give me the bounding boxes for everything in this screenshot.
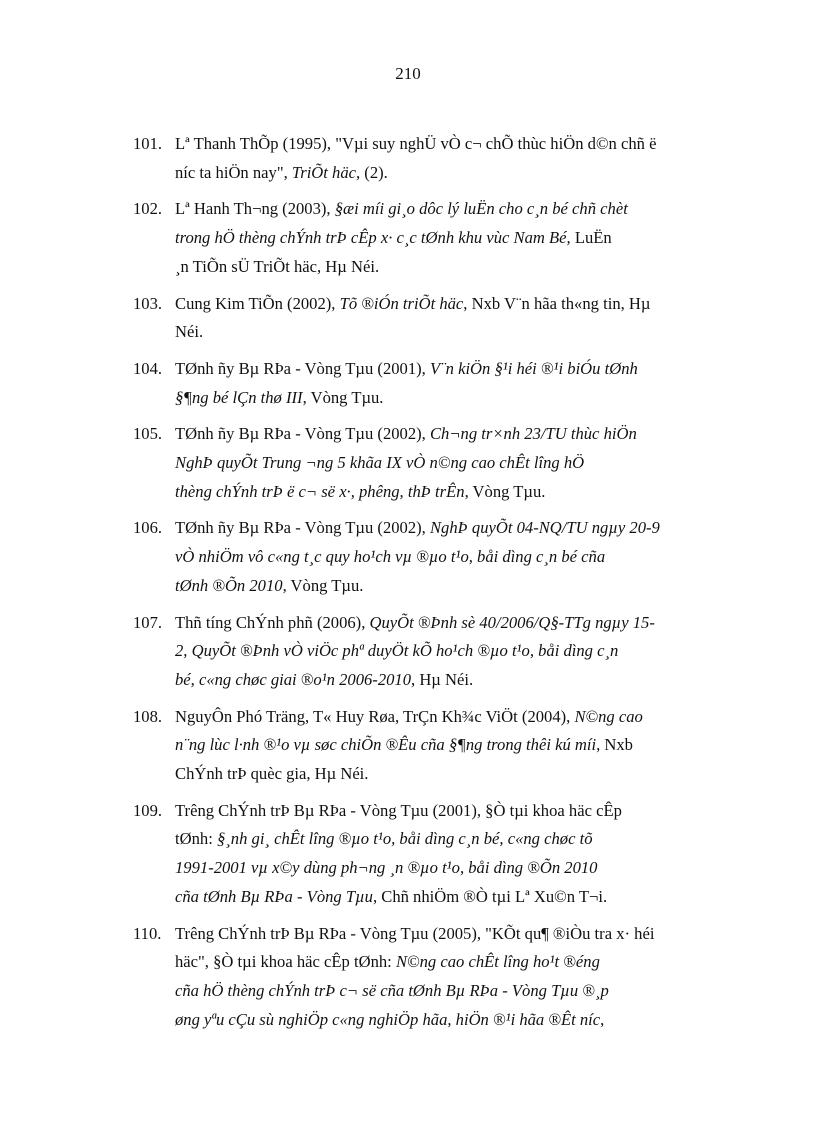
reference-number: 107.	[133, 612, 163, 632]
page-number: 210	[395, 64, 421, 83]
italic-title-segment: QuyÕt ®Þnh sè 40/2006/Q§-TTg ngµy 15-	[369, 612, 655, 632]
text-segment: (2).	[360, 162, 388, 182]
reference-text	[175, 514, 743, 600]
italic-title-segment: §¶ng bé lÇn thø III	[175, 387, 303, 407]
italic-title-segment: TriÕt häc,	[291, 162, 361, 182]
reference-line	[175, 572, 743, 601]
text-segment: tØnh:	[175, 829, 217, 849]
reference-text	[175, 355, 743, 412]
text-segment: Cung Kim TiÕn (2002),	[175, 293, 340, 313]
reference-item	[133, 290, 743, 347]
text-segment: Lª Hanh Th¬ng (2003),	[175, 199, 335, 219]
reference-item	[133, 420, 743, 506]
reference-line	[175, 224, 743, 253]
text-segment: häc", §Ò tµi khoa häc cÊp tØnh:	[175, 952, 396, 972]
reference-text	[175, 290, 743, 347]
italic-title-segment: 2, QuyÕt ®Þnh vÒ viÖc phª duyÖt kÕ ho¹ch ®µo t¹o, båi dìng c¸n	[175, 641, 619, 661]
reference-number: 109.	[133, 800, 163, 820]
italic-title-segment: 1991-2001 vµ x©y dùng ph¬ng ¸n ®µo t¹o, båi dìng ®Õn 2010	[175, 858, 598, 878]
text-segment: NguyÔn Phó Träng, T« Huy Røa, TrÇn Kh¾c ViÖt (2004),	[175, 706, 575, 726]
reference-item	[133, 355, 743, 412]
reference-number: 103.	[133, 293, 163, 313]
reference-list	[133, 130, 743, 1042]
reference-number: 106.	[133, 518, 163, 538]
reference-line	[175, 514, 743, 543]
text-segment: Trêng ChÝnh trÞ Bµ RÞa - Vòng Tµu (2005), "KÕt qu¶ ®iÒu tra x· héi	[175, 923, 655, 943]
reference-line	[175, 290, 743, 319]
italic-title-segment: N©ng cao	[574, 706, 643, 726]
italic-title-segment: cña tØnh Bµ RÞa - Vòng Tµu	[175, 886, 373, 906]
italic-title-segment: n¨ng lùc l·nh ®¹o vµ søc chiÕn ®Êu cña §¶ng trong thêi kú míi	[175, 735, 597, 755]
reference-text	[175, 703, 743, 789]
italic-title-segment: NghÞ quyÕt Trung ¬ng 5 khãa IX vÒ n©ng cao chÊt lîng hÖ	[175, 453, 585, 473]
italic-title-segment: øng yªu cÇu sù nghiÖp c«ng nghiÖp hãa, hiÖn ®¹i hãa ®Êt níc	[175, 1009, 601, 1029]
reference-number: 110.	[133, 923, 162, 943]
reference-item	[133, 797, 743, 912]
reference-number: 108.	[133, 706, 163, 726]
reference-line	[175, 543, 743, 572]
reference-text	[175, 195, 743, 281]
italic-title-segment: cña hÖ thèng chÝnh trÞ c¬ së cña tØnh Bµ RÞa - Vòng Tµu ®¸p	[175, 980, 609, 1000]
reference-item	[133, 195, 743, 281]
italic-title-segment: §æi míi gi¸o dôc lý luËn cho c¸n bé chñ chèt	[334, 199, 628, 219]
reference-line	[175, 854, 743, 883]
reference-line	[175, 355, 743, 384]
reference-line	[175, 1006, 743, 1035]
reference-line	[175, 420, 743, 449]
text-segment: ,	[600, 1009, 605, 1029]
italic-title-segment: N©ng cao chÊt lîng ho¹t ®éng	[395, 952, 600, 972]
italic-title-segment: bé, c«ng chøc giai ®o¹n 2006-2010	[175, 669, 412, 689]
reference-line	[175, 760, 743, 789]
text-segment: , Vòng Tµu.	[302, 387, 384, 407]
reference-line	[175, 318, 743, 347]
italic-title-segment: Tõ ®iÓn triÕt häc	[339, 293, 464, 313]
reference-item	[133, 703, 743, 789]
reference-text	[175, 609, 743, 695]
reference-item	[133, 609, 743, 695]
text-segment: níc ta hiÖn nay",	[175, 162, 292, 182]
reference-line	[175, 948, 743, 977]
text-segment: TØnh ñy Bµ RÞa - Vòng Tµu (2001),	[175, 358, 430, 378]
italic-title-segment: vÒ nhiÖm vô c«ng t¸c quy ho¹ch vµ ®µo t¹o, båi dìng c¸n bé cña	[175, 547, 606, 567]
italic-title-segment: Ch¬ng tr×nh 23/TU thùc hiÖn	[429, 424, 637, 444]
text-segment: Lª Thanh ThÕp (1995), "Vµi suy nghÜ vÒ c¬ chÕ thùc hiÖn d©n chñ ë	[175, 134, 657, 153]
reference-line	[175, 883, 743, 912]
text-segment: , Vòng Tµu.	[464, 481, 546, 501]
reference-number: 104.	[133, 358, 163, 378]
reference-line	[175, 478, 743, 507]
reference-line	[175, 195, 743, 224]
text-segment: LuËn	[570, 228, 612, 248]
text-segment: Thñ tíng ChÝnh phñ (2006),	[175, 612, 370, 632]
text-segment: , Chñ nhiÖm ®Ò tµi Lª Xu©n T¬i.	[372, 886, 608, 906]
text-segment: TØnh ñy Bµ RÞa - Vòng Tµu (2002),	[175, 518, 430, 538]
reference-text	[175, 130, 743, 187]
text-segment: Trêng ChÝnh trÞ Bµ RÞa - Vòng Tµu (2001), §Ò tµi khoa häc cÊp	[175, 800, 622, 820]
italic-title-segment: thèng chÝnh trÞ ë c¬ së x·, phêng, thÞ trÊn	[175, 481, 465, 501]
reference-line	[175, 666, 743, 695]
reference-line	[175, 731, 743, 760]
reference-line	[175, 977, 743, 1006]
reference-line	[175, 253, 743, 282]
reference-line	[175, 609, 743, 638]
reference-line	[175, 384, 743, 413]
reference-line	[175, 703, 743, 732]
text-segment: , Nxb	[596, 735, 633, 755]
italic-title-segment: NghÞ quyÕt 04-NQ/TU ngµy 20-9	[429, 518, 660, 538]
reference-text	[175, 797, 743, 912]
reference-text	[175, 920, 743, 1035]
text-segment: TØnh ñy Bµ RÞa - Vòng Tµu (2002),	[175, 424, 430, 444]
text-segment: ¸n TiÕn sÜ TriÕt häc, Hµ Néi.	[175, 256, 380, 276]
reference-number: 105.	[133, 424, 163, 444]
text-segment: , Hµ Néi.	[411, 669, 474, 689]
reference-line	[175, 797, 743, 826]
reference-line	[175, 825, 743, 854]
italic-title-segment: V¨n kiÖn §¹i héi ®¹i biÓu tØnh	[429, 358, 638, 378]
italic-title-segment: §¸nh gi¸ chÊt lîng ®µo t¹o, båi dìng c¸n bé, c«ng chøc tõ	[216, 829, 593, 849]
reference-line	[175, 637, 743, 666]
reference-item	[133, 130, 743, 187]
text-segment: Néi.	[175, 322, 204, 342]
reference-item	[133, 514, 743, 600]
reference-line	[175, 449, 743, 478]
reference-text	[175, 420, 743, 506]
reference-number: 102.	[133, 199, 163, 219]
text-segment: , Nxb V¨n hãa th«ng tin, Hµ	[463, 293, 651, 313]
reference-line	[175, 920, 743, 949]
text-segment: ChÝnh trÞ quèc gia, Hµ Néi.	[175, 764, 369, 784]
italic-title-segment: trong hÖ thèng chÝnh trÞ cÊp x· c¸c tØnh khu vùc Nam Bé,	[175, 228, 571, 248]
reference-line	[175, 159, 743, 188]
reference-item	[133, 920, 743, 1035]
text-segment: , Vòng Tµu.	[282, 575, 364, 595]
italic-title-segment: tØnh ®Õn 2010	[175, 575, 283, 595]
reference-number: 101.	[133, 134, 163, 153]
reference-line	[175, 130, 743, 159]
